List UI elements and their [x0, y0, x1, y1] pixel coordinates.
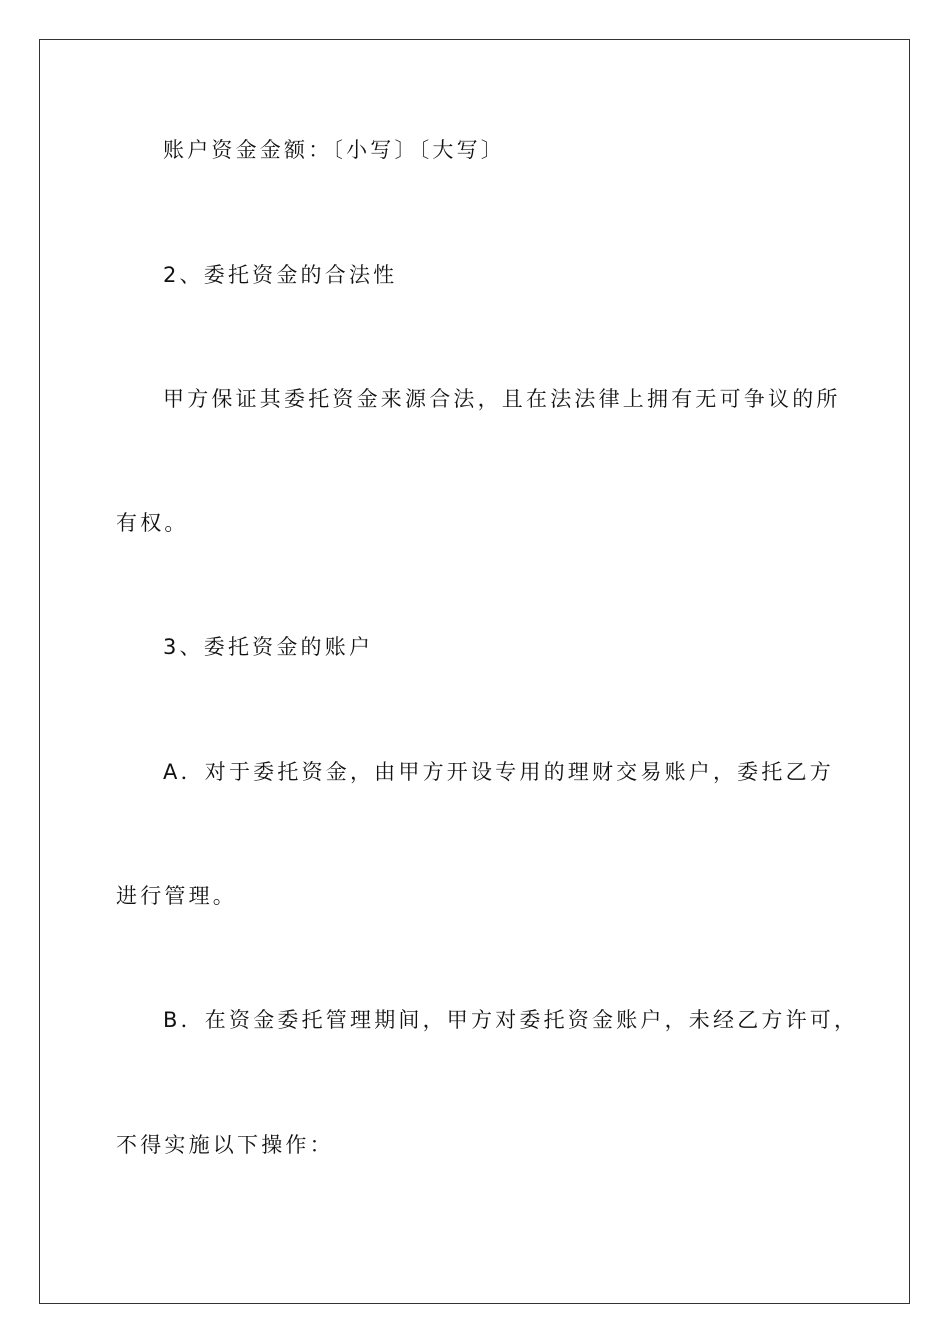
item-b-line-1: B．在资金委托管理期间，甲方对委托资金账户，未经乙方许可， [163, 1008, 859, 1032]
section-3-heading: 3、委托资金的账户 [163, 635, 374, 659]
paragraph-legality-line-1: 甲方保证其委托资金来源合法，且在法法律上拥有无可争议的所 [163, 387, 841, 411]
item-b-line-2: 不得实施以下操作： [116, 1133, 334, 1157]
section-2-heading: 2、委托资金的合法性 [163, 263, 398, 287]
paragraph-legality-line-2: 有权。 [116, 511, 189, 535]
item-a-line-2: 进行管理。 [116, 884, 237, 908]
item-a-line-1: A．对于委托资金，由甲方开设专用的理财交易账户，委托乙方 [163, 760, 834, 784]
account-amount-line: 账户资金金额：〔小写〕〔大写〕 [163, 138, 505, 162]
page-border [39, 39, 910, 1304]
